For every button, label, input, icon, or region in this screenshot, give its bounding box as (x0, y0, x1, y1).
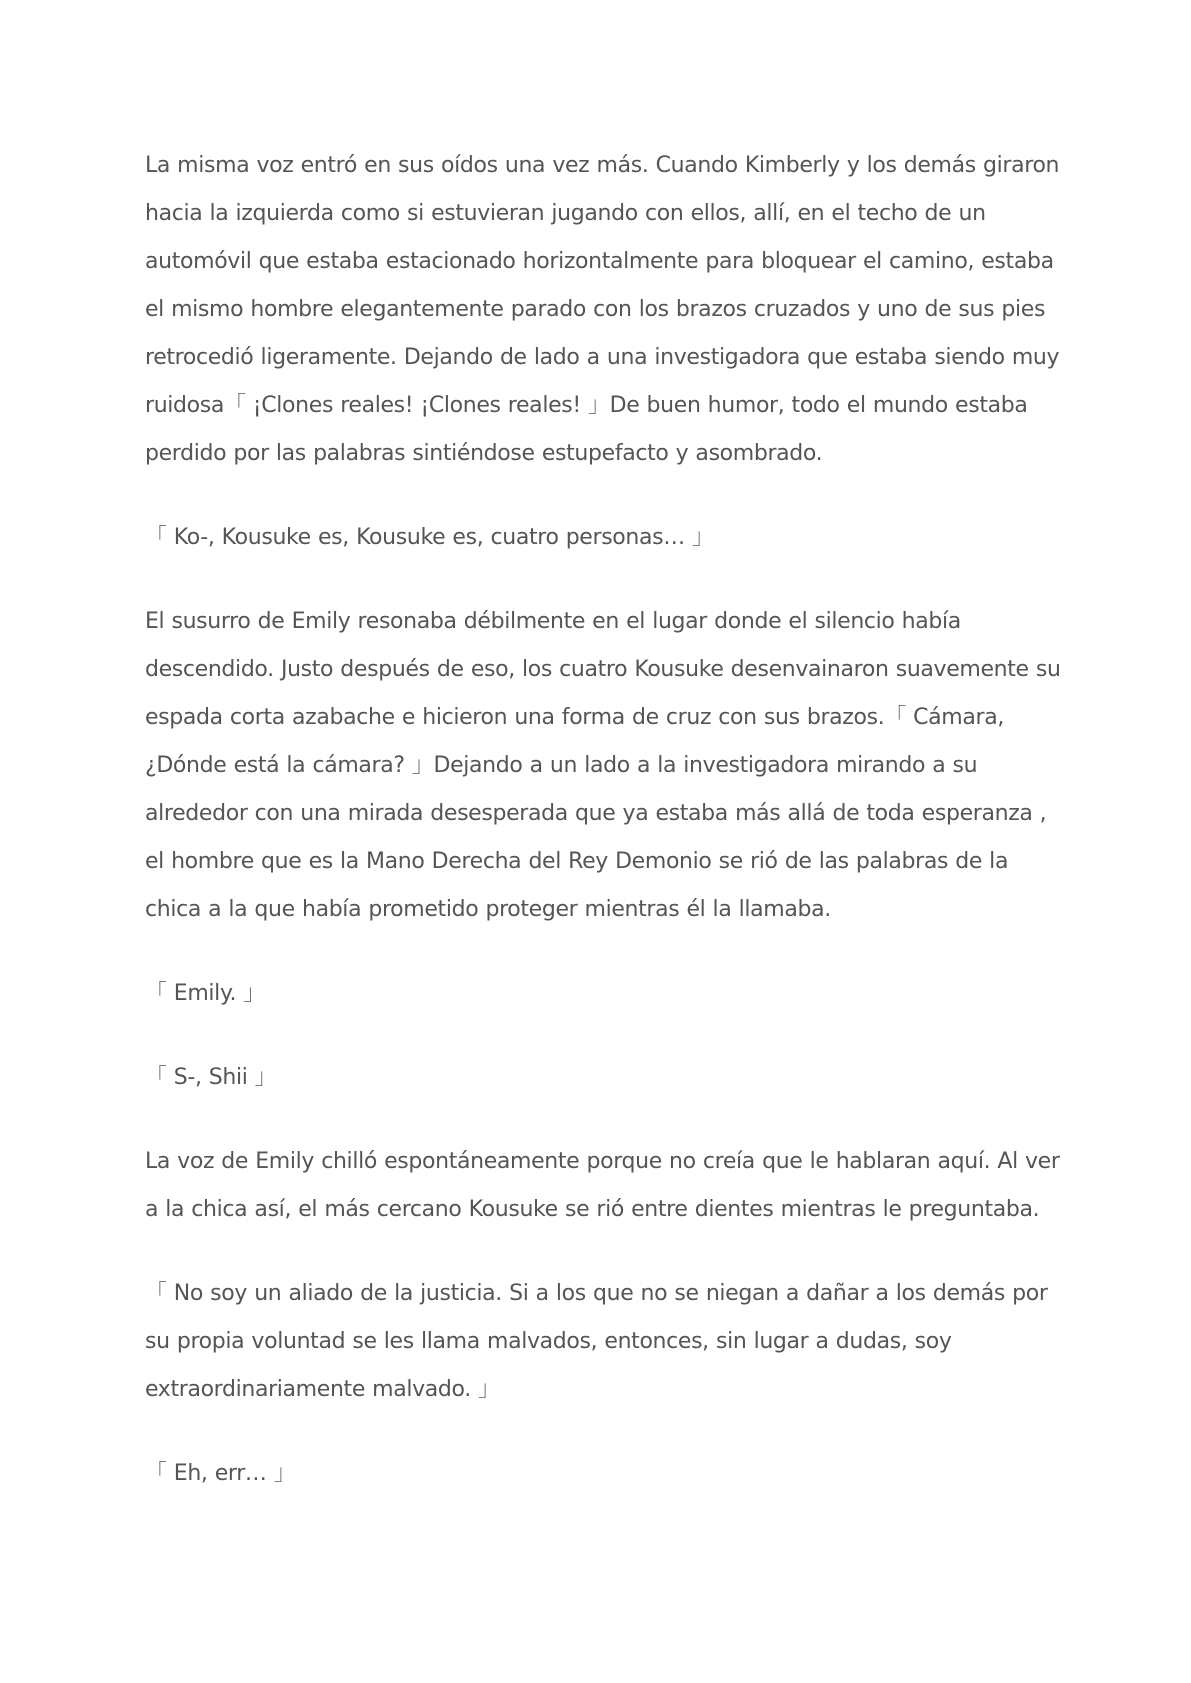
paragraph-dialogue: 「 Emily. 」 (145, 981, 265, 1006)
paragraph-dialogue: 「 S-, Shii 」 (145, 1065, 277, 1090)
paragraph-dialogue: 「 Eh, err… 」 (145, 1461, 296, 1486)
paragraph-narration: El susurro de Emily resonaba débilmente en el lugar donde el silencio había descendido. Justo después de eso, los cuatro Kousuke desenvainaron suavemente su espada corta azabache e hicieron una forma de cruz con sus brazos.「 Cámara, ¿Dónde está la cámara? 」Dejando a un lado a la investigadora mirando a su alrededor con una mirada desesperada que ya estaba más allá de toda esperanza , el hombre que es la Mano Derecha del Rey Demonio se rió de las palabras de la chica a la que había prometido proteger mientras él la llamaba. (145, 609, 1061, 922)
document-body (145, 142, 1065, 1534)
paragraph-dialogue: 「 Ko-, Kousuke es, Kousuke es, cuatro personas… 」 (145, 525, 714, 550)
paragraph-dialogue: 「 No soy un aliado de la justicia. Si a los que no se niegan a dañar a los demás por su propia voluntad se les llama malvados, entonces, sin lugar a dudas, soy extraordinariamente malvado. 」 (145, 1281, 1048, 1402)
paragraph-narration: La voz de Emily chilló espontáneamente porque no creía que le hablaran aquí. Al ver a la chica así, el más cercano Kousuke se rió entre dientes mientras le preguntaba. (145, 1149, 1060, 1222)
paragraph-narration: La misma voz entró en sus oídos una vez más. Cuando Kimberly y los demás giraron hacia la izquierda como si estuvieran jugando con ellos, allí, en el techo de un automóvil que estaba estacionado horizontalmente para bloquear el camino, estaba el mismo hombre elegantemente parado con los brazos cruzados y uno de sus pies retrocedió ligeramente. Dejando de lado a una investigadora que estaba siendo muy ruidosa「 ¡Clones reales! ¡Clones reales! 」De buen humor, todo el mundo estaba perdido por las palabras sintiéndose estupefacto y asombrado. (145, 153, 1060, 466)
